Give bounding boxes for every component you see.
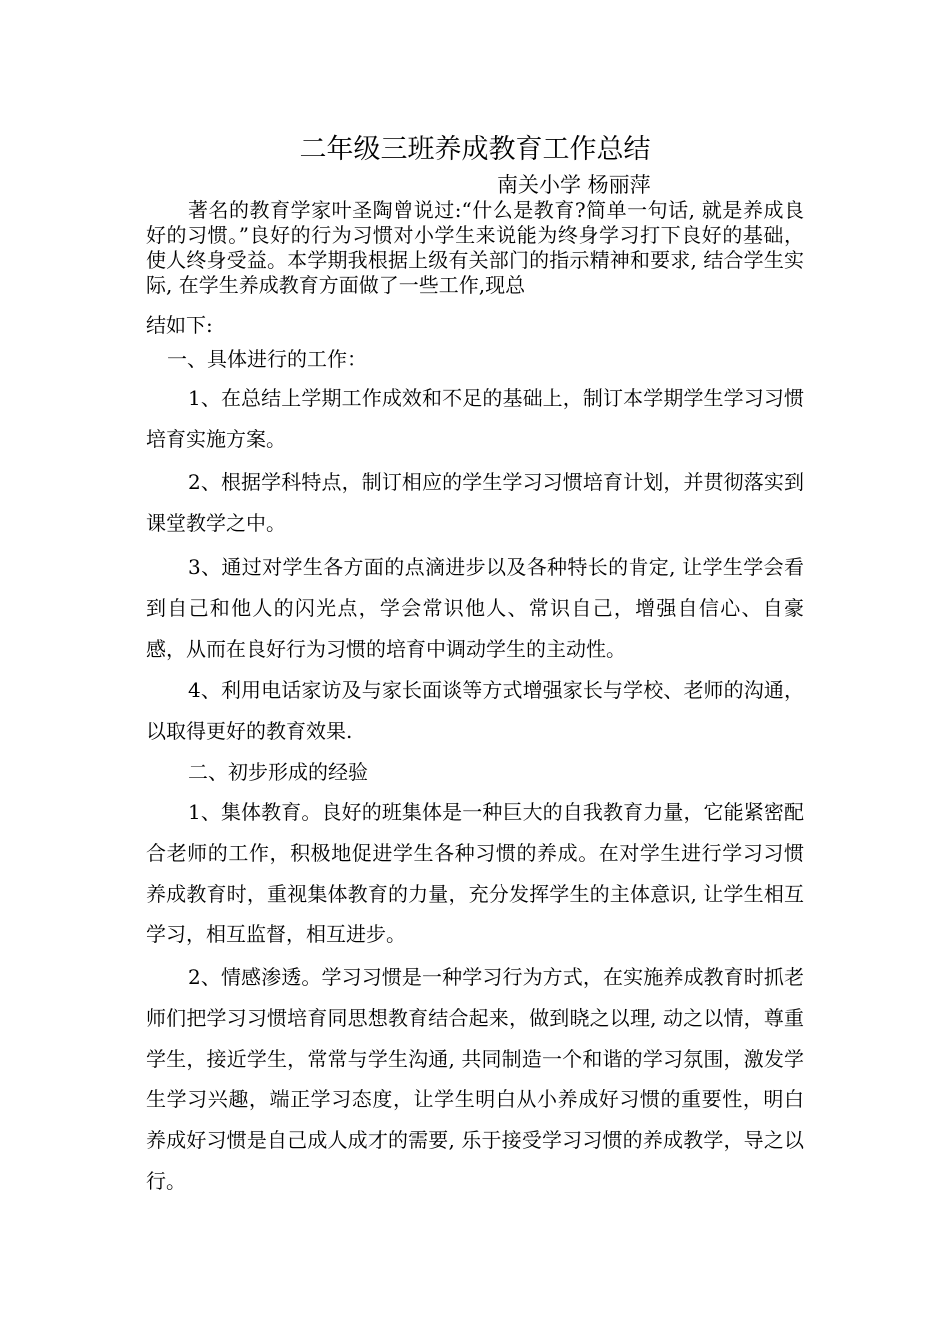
work-item-1: 1、在总结上学期工作成效和不足的基础上，制订本学期学生学习习惯培育实施方案。 bbox=[146, 386, 804, 451]
experience-item-2: 2、情感渗透。学习习惯是一种学习行为方式，在实施养成教育时抓老师们把学习习惯培育同思想教育结合起来，做到晓之以理, 动之以情，尊重学生，接近学生，常常与学生沟通, 共同制造一个和谐的学习氛围，激发学生学习兴趣，端正学习态度，让学生明白从小养成好习惯的重要性，明白养成好习惯是自己成人成才的需要, 乐于接受学习习惯的养成教学，导之以行。 bbox=[146, 965, 804, 1193]
intro-paragraph: 著名的教育学家叶圣陶曾说过:“什么是教育?简单一句话, 就是养成良好的习惯。”良好的行为习惯对小学生来说能为终身学习打下良好的基础，使人终身受益。本学期我根据上级有关部门的指示精神和要求, 结合学生实际, 在学生养成教育方面做了一些工作,现总 bbox=[146, 198, 804, 297]
experience-item-1: 1、集体教育。良好的班集体是一种巨大的自我教育力量，它能紧密配合老师的工作，积极地促进学生各种习惯的养成。在对学生进行学习习惯养成教育时，重视集体教育的力量，充分发挥学生的主体意识, 让学生相互学习，相互监督，相互进步。 bbox=[146, 800, 804, 947]
work-item-4: 4、利用电话家访及与家长面谈等方式增强家长与学校、老师的沟通，以取得更好的教育效果. bbox=[146, 678, 804, 743]
document-title: 二年级三班养成教育工作总结 bbox=[299, 134, 651, 165]
work-item-2: 2、根据学科特点，制订相应的学生学习习惯培育计划，并贯彻落实到课堂教学之中。 bbox=[146, 470, 804, 535]
work-item-3: 3、通过对学生各方面的点滴进步以及各种特长的肯定, 让学生学会看到自己和他人的闪光点，学会常识他人、常识自己，增强自信心、自豪感，从而在良好行为习惯的培育中调动学生的主动性。 bbox=[146, 555, 804, 661]
author-line: 南关小学 杨丽萍 bbox=[497, 173, 651, 197]
intro-paragraph-end: 结如下: bbox=[146, 313, 213, 337]
section-heading-work: 一、具体进行的工作： bbox=[167, 347, 367, 371]
section-heading-experience: 二、初步形成的经验 bbox=[188, 760, 368, 784]
